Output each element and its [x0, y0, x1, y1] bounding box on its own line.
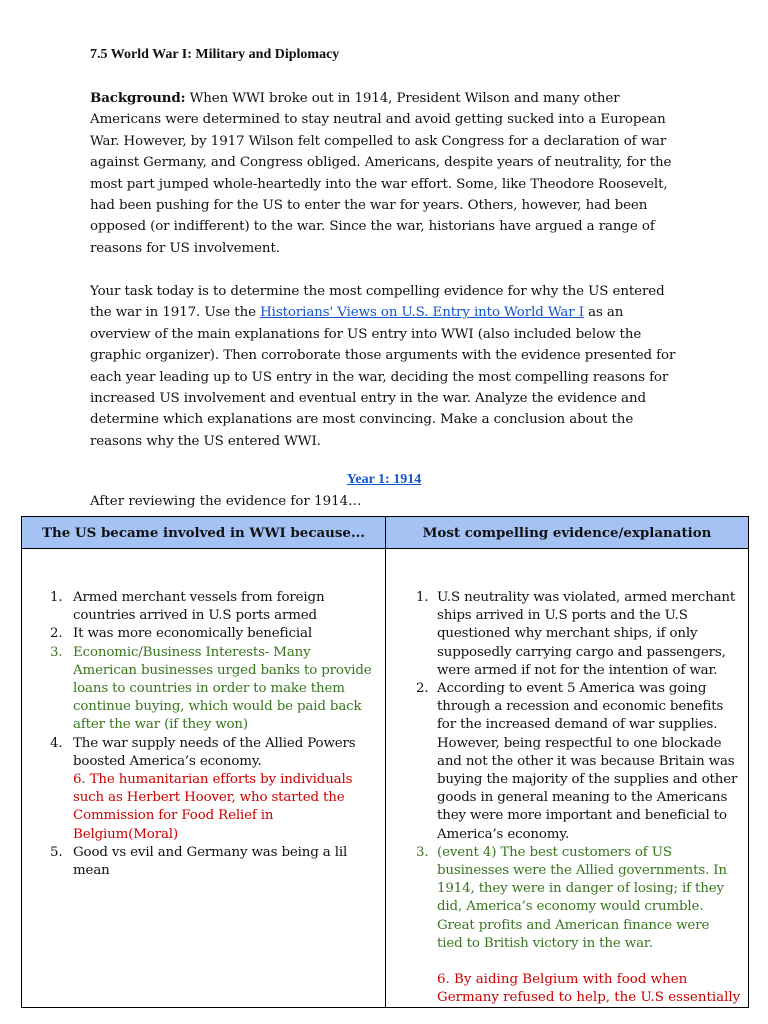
task-paragraph [90, 281, 680, 452]
background-paragraph [90, 88, 680, 259]
year-heading-link[interactable]: Year 1: 1914 [346, 472, 422, 487]
table-header-row [22, 517, 749, 549]
evidence-list [386, 549, 748, 953]
list-item: 4. The war supply needs of the Allied Powers boosted America’s economy. 6. The humanitarian efforts by individuals such as Herbert Hoover, who started the Commission for Food Relief in Belgium(Moral) [22, 735, 377, 844]
list-item: 3. Economic/Business Interests- Many American businesses urged banks to provide loans to countries in order to make them continue buying, which would be paid back after the war (if they won) [50, 644, 372, 733]
list-item: 1. Armed merchant vessels from foreign countries arrived in U.S ports armed [50, 590, 325, 624]
reasons-cell[interactable] [22, 549, 386, 1008]
spacer [386, 953, 748, 971]
humanitarian-subitem: 6. The humanitarian efforts by individuals such as Herbert Hoover, who started the Commission for Food Relief in Belgium(Moral) [73, 772, 353, 842]
task-text-before-link: Your task today is to determine the most compelling evidence for why the US entered the war in 1917. Use the [90, 284, 665, 321]
list-item: 2. According to event 5 America was going through a recession and economic benefits for the increased demand of war supplies. However, being respectful to one blockade and not the other it was because Britain was buying the majority of the supplies and other goods in general meaning to the Americans they were more important and beneficial to America’s economy. [416, 681, 738, 842]
list-item: 3. (event 4) The best customers of US businesses were the Allied governments. In 1914, they were in danger of losing; if they did, America’s economy would crumble. Great profits and American finance were tied to British victory in the war. [416, 844, 727, 951]
background-label: Background: [90, 90, 186, 106]
list-item: 5. Good vs evil and Germany was being a lil mean [50, 844, 348, 879]
belgium-aid-item: 6. By aiding Belgium with food when Germany refused to help, the U.S essentially [437, 972, 741, 1006]
task-text-after-link: as an overview of the main explanations for US entry into WWI (also included below the graphic organizer). Then corroborate those arguments with the evidence presented for each year leading up to US entry in the war, deciding the most compelling reasons for increased US involvement and eventual entry in the war. Analyze the evidence and determine which explanations are most convincing. Make a conclusion about the reasons why the US entered WWI. [90, 305, 676, 449]
evidence-cell[interactable] [386, 549, 749, 1008]
background-text: When WWI broke out in 1914, President Wilson and many other Americans were determined to stay neutral and avoid getting sucked into a European War. However, by 1917 Wilson felt compelled to ask Congress for a declaration of war against Germany, and Congress obliged. Americans, despite years of neutrality, for the most part jumped whole-heartedly into the war effort. Some, like Theodore Roosevelt, had been pushing for the US to enter the war for years. Others, however, had been opposed (or indifferent) to the war. Since the war, historians have argued a range of reasons for US involvement. [90, 91, 672, 256]
reasons-list [22, 549, 385, 880]
historians-views-link[interactable]: Historians' Views on U.S. Entry into World War I [260, 305, 584, 321]
header-evidence: Most compelling evidence/explanation [386, 517, 749, 549]
header-reasons: The US became involved in WWI because... [22, 517, 386, 549]
table-row [22, 549, 749, 1008]
page-title: 7.5 World War I: Military and Diplomacy [90, 47, 340, 62]
list-item: 2. It was more economically beneficial [50, 626, 312, 642]
after-reviewing-text: After reviewing the evidence for 1914… [90, 494, 362, 509]
list-item: 1. U.S neutrality was violated, armed merchant ships arrived in U.S ports and the U.S questioned why merchant ships, if only supposedly carrying cargo and passengers, were armed if not for the intention of war. [416, 590, 736, 678]
graphic-organizer-table [21, 516, 749, 1008]
